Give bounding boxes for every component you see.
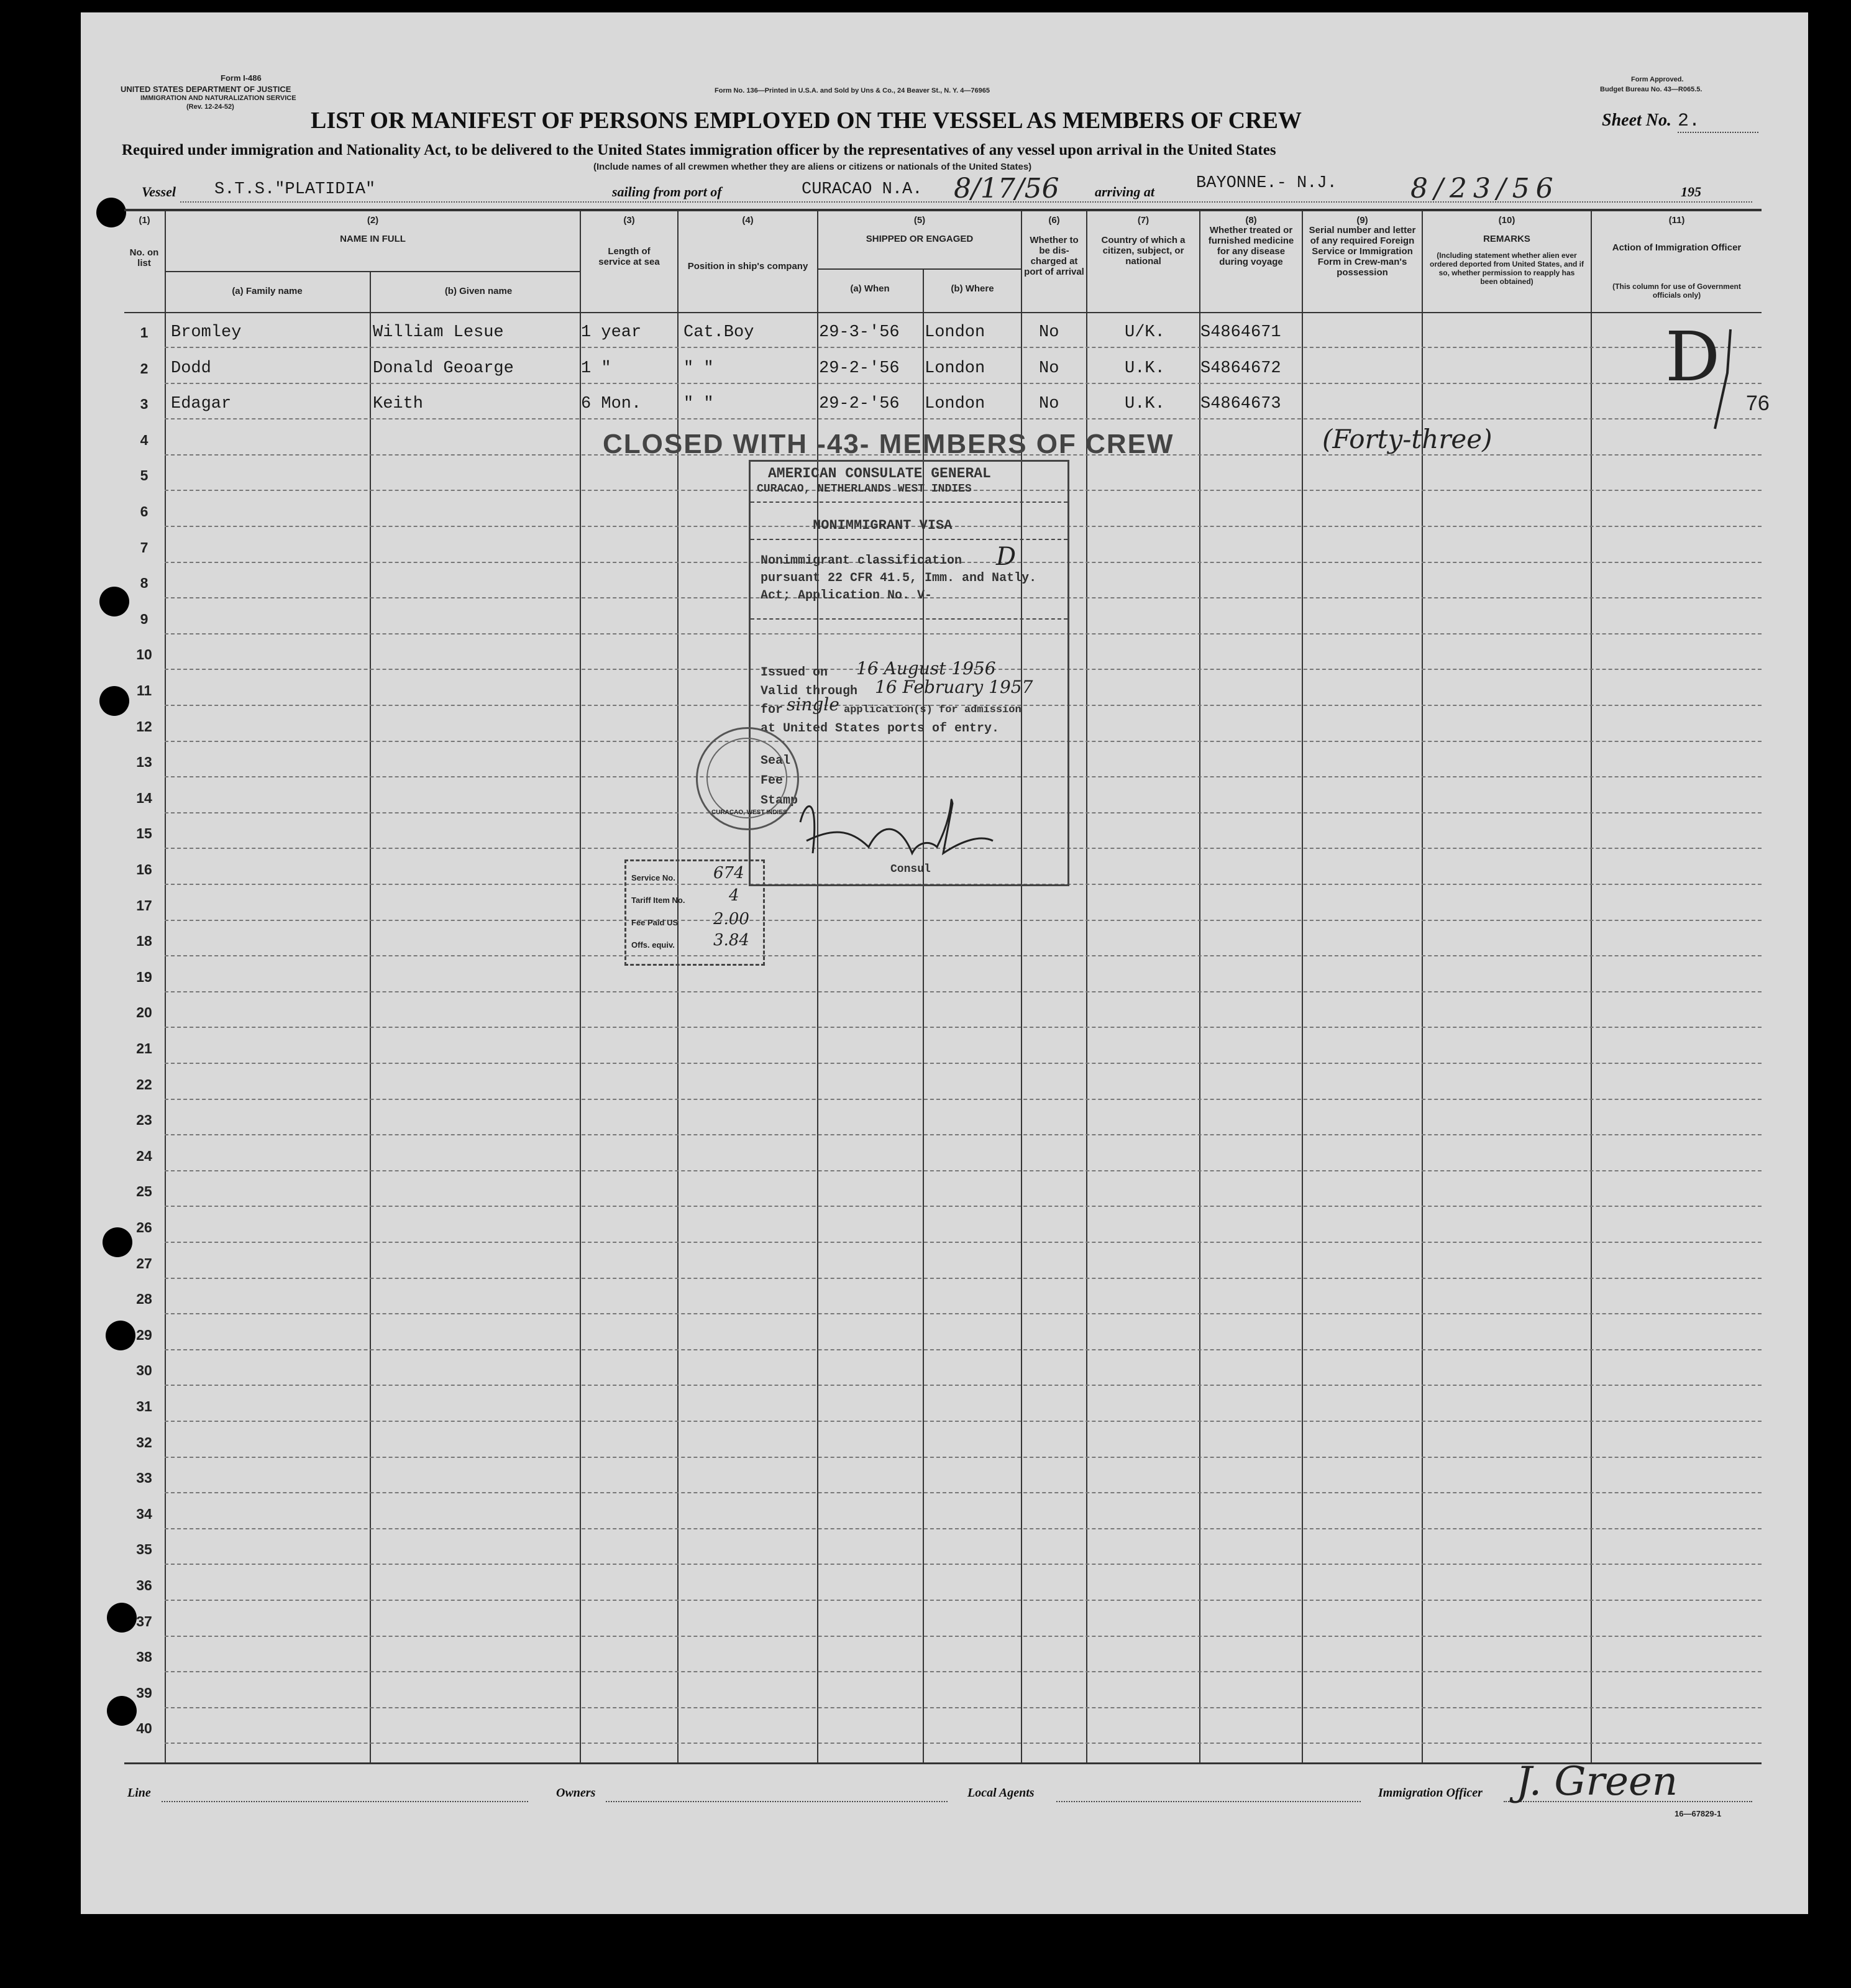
visa-location: CURACAO, NETHERLANDS WEST INDIES	[757, 483, 972, 495]
row-rule	[165, 418, 1762, 419]
punch-hole	[99, 686, 129, 716]
visa-issued-value: 16 August 1956	[856, 658, 996, 679]
fee-stamp	[624, 859, 765, 966]
row-rule	[165, 1385, 1762, 1386]
crew-where: London	[925, 395, 985, 414]
visa-classification-value: D	[996, 543, 1017, 571]
row-number: 22	[136, 1076, 152, 1092]
col-name-in-full: NAME IN FULL	[340, 234, 406, 244]
crew-discharge: No	[1039, 323, 1059, 342]
col10-number: (10)	[1498, 215, 1515, 226]
budget-bureau: Budget Bureau No. 43—R065.5.	[1600, 86, 1702, 93]
sheet-number: 2.	[1678, 111, 1701, 132]
visa-type: NONIMMIGRANT VISA	[813, 518, 953, 533]
crew-discharge: No	[1039, 359, 1059, 378]
row-rule	[165, 347, 1762, 348]
footer-line-label: Line	[127, 1786, 151, 1800]
crew-discharge: No	[1039, 395, 1059, 414]
row-rule	[165, 1349, 1762, 1350]
visa-consulate: AMERICAN CONSULATE GENERAL	[768, 465, 991, 482]
row-number: 4	[140, 431, 149, 448]
col11-number: (11)	[1668, 215, 1685, 226]
crew-when: 29-2-'56	[819, 395, 900, 414]
margin-number: 76	[1746, 392, 1770, 415]
visa-stamp	[749, 460, 1069, 886]
row-rule	[165, 1492, 1762, 1493]
row-number: 35	[136, 1541, 152, 1558]
fee-offs-value: 3.84	[713, 931, 749, 950]
row-number: 37	[136, 1613, 152, 1629]
col6-number: (6)	[1048, 215, 1060, 226]
row-rule	[165, 1027, 1762, 1028]
row-rule	[165, 383, 1762, 384]
printer-note: Form No. 136—Printed in U.S.A. and Sold by Uns & Co., 24 Beaver St., N. Y. 4—76965	[715, 87, 990, 94]
crew-family: Bromley	[171, 323, 242, 342]
officer-check-mark	[1671, 317, 1746, 441]
row-number: 16	[136, 861, 152, 877]
officer-mark: D	[1665, 317, 1721, 396]
crew-service: 1 year	[581, 323, 642, 342]
row-number: 1	[140, 324, 149, 341]
row-number: 26	[136, 1219, 152, 1235]
col-where: (b) Where	[951, 283, 994, 294]
fee-tariff-label: Tariff Item No.	[631, 896, 685, 905]
officer-signature: J. Green	[1516, 1759, 1678, 1805]
row-rule	[165, 1099, 1762, 1100]
row-rule	[165, 1313, 1762, 1314]
arriving-label: arriving at	[1095, 184, 1154, 199]
form-subtitle: Required under immigration and Nationality Act, to be delivered to the United States immigration officer by the representatives of any vessel upon arrival in the United States	[122, 142, 1276, 158]
closed-handwritten: (Forty-three)	[1322, 424, 1492, 454]
crew-position: " "	[683, 395, 714, 414]
crew-service: 6 Mon.	[581, 395, 642, 414]
row-number: 19	[136, 968, 152, 985]
col-shipped-engaged: SHIPPED OR ENGAGED	[866, 234, 974, 244]
manifest-sheet	[81, 12, 1808, 1914]
row-number: 15	[136, 825, 152, 842]
visa-for-value: single	[787, 694, 839, 715]
row-number: 30	[136, 1362, 152, 1379]
crew-country: U/K.	[1125, 323, 1165, 342]
row-number: 40	[136, 1720, 152, 1737]
crew-where: London	[925, 323, 985, 342]
department: UNITED STATES DEPARTMENT OF JUSTICE	[121, 85, 291, 94]
fee-offs-label: Offs. equiv.	[631, 940, 675, 950]
fee-service-value: 674	[713, 864, 744, 882]
sheet-label: Sheet No.	[1602, 111, 1671, 130]
arriving-date: 8/23/56	[1410, 173, 1560, 204]
row-number: 12	[136, 718, 152, 735]
revision: (Rev. 12-24-52)	[186, 103, 234, 111]
col1-number: (1)	[139, 215, 150, 226]
row-number: 18	[136, 933, 152, 950]
col8-number: (8)	[1245, 215, 1257, 226]
row-number: 2	[140, 360, 149, 377]
sailing-label: sailing from port of	[612, 184, 722, 199]
sailing-date: 8/17/56	[954, 173, 1059, 204]
row-rule	[165, 1134, 1762, 1135]
row-number: 14	[136, 789, 152, 806]
row-number: 21	[136, 1040, 152, 1056]
row-number: 27	[136, 1255, 152, 1271]
visa-ports: at United States ports of entry.	[761, 721, 1000, 736]
visa-seal: Seal	[761, 754, 791, 768]
row-number: 10	[136, 646, 152, 663]
row-rule	[165, 1242, 1762, 1243]
fee-service-label: Service No.	[631, 873, 675, 882]
col-no-on-list: No. on list	[129, 247, 159, 268]
vessel-label: Vessel	[142, 184, 176, 199]
fee-paid-label: Fee Paid US	[631, 918, 679, 927]
row-rule	[165, 1457, 1762, 1458]
row-number: 11	[136, 682, 152, 699]
col-remarks-note: (Including statement whether alien ever ordered deported from United States, and if so, whether permission to reapply has been obtained)	[1429, 251, 1584, 286]
visa-for-label: for	[761, 703, 784, 717]
fee-paid-value: 2.00	[713, 910, 749, 928]
visa-classification-label: Nonimmigrant classification	[761, 554, 962, 568]
col2-number: (2)	[367, 215, 379, 226]
row-rule	[165, 991, 1762, 992]
row-number: 6	[140, 503, 149, 520]
col-family-name: (a) Family name	[232, 286, 303, 296]
col-medicine: Whether treated or furnished medicine for any disease during voyage	[1208, 225, 1294, 267]
row-number: 17	[136, 897, 152, 914]
row-number: 28	[136, 1291, 152, 1308]
form-title: LIST OR MANIFEST OF PERSONS EMPLOYED ON THE VESSEL AS MEMBERS OF CREW	[311, 108, 1302, 134]
crew-when: 29-2-'56	[819, 359, 900, 378]
footer-owners-label: Owners	[556, 1786, 596, 1800]
crew-position: " "	[683, 359, 714, 378]
col-serial-number: Serial number and letter of any required Foreign Service or Immigration Form in Crew-man's possession	[1309, 225, 1416, 278]
crew-country: U.K.	[1125, 359, 1165, 378]
row-rule	[165, 920, 1762, 921]
row-rule	[165, 1636, 1762, 1637]
row-number: 38	[136, 1649, 152, 1665]
seal-text: CURACAO, WEST INDIES	[711, 809, 787, 816]
crew-family: Edagar	[171, 395, 232, 414]
row-number: 13	[136, 754, 152, 771]
col-remarks: REMARKS	[1483, 234, 1530, 244]
form-id: Form I-486	[221, 73, 262, 83]
col3-number: (3)	[623, 215, 635, 226]
col-officer-note: (This column for use of Government officials only)	[1612, 282, 1741, 300]
visa-consul-label: Consul	[890, 863, 931, 876]
col-when: (a) When	[850, 283, 890, 294]
row-number: 5	[140, 467, 149, 484]
col5-number: (5)	[913, 215, 926, 226]
crew-medicine: S4864673	[1200, 395, 1281, 414]
visa-stamp-label: Stamp	[761, 794, 798, 808]
row-rule	[165, 1528, 1762, 1529]
row-number: 32	[136, 1434, 152, 1450]
row-rule	[165, 1170, 1762, 1171]
consul-signature	[794, 785, 999, 866]
punch-hole	[96, 198, 126, 227]
punch-hole	[99, 587, 129, 616]
year-label: 195	[1681, 184, 1701, 199]
row-rule	[165, 1206, 1762, 1207]
visa-pursuant: pursuant 22 CFR 41.5, Imm. and Natly.	[761, 571, 1037, 585]
arriving-port: BAYONNE.- N.J.	[1196, 174, 1337, 193]
col-length-service: Length of service at sea	[598, 246, 660, 267]
row-number: 33	[136, 1470, 152, 1486]
approval-line: Form Approved.	[1631, 76, 1684, 83]
col4-number: (4)	[742, 215, 754, 226]
crew-when: 29-3-'56	[819, 323, 900, 342]
crew-where: London	[925, 359, 985, 378]
col-country: Country of which a citizen, subject, or national	[1101, 235, 1186, 267]
fee-tariff-value: 4	[729, 886, 739, 905]
col-given-name: (b) Given name	[444, 286, 513, 296]
crew-given: Donald Geoarge	[373, 359, 514, 378]
row-number: 39	[136, 1684, 152, 1701]
row-rule	[165, 1707, 1762, 1708]
visa-for-rest: application(s) for admission	[844, 704, 1021, 716]
crew-given: Keith	[373, 395, 424, 414]
row-number: 34	[136, 1505, 152, 1522]
row-number: 24	[136, 1147, 152, 1164]
footer-form-code: 16—67829-1	[1675, 1809, 1722, 1818]
row-number: 8	[140, 575, 149, 592]
col-officer-action: Action of Immigration Officer	[1612, 242, 1742, 253]
consular-seal	[696, 727, 799, 830]
row-rule	[165, 1063, 1762, 1064]
row-number: 36	[136, 1577, 152, 1593]
crew-medicine: S4864671	[1200, 323, 1281, 342]
footer-officer-label: Immigration Officer	[1378, 1786, 1483, 1800]
visa-valid-label: Valid through	[761, 684, 858, 699]
row-rule	[165, 1564, 1762, 1565]
row-rule	[165, 955, 1762, 956]
row-number: 20	[136, 1004, 152, 1021]
row-rule	[165, 1671, 1762, 1672]
row-number: 23	[136, 1112, 152, 1129]
row-number: 3	[140, 396, 149, 413]
row-rule	[165, 1743, 1762, 1744]
row-rule	[165, 1278, 1762, 1279]
row-number: 7	[140, 539, 149, 556]
col9-number: (9)	[1356, 215, 1368, 226]
visa-act: Act; Application No. V-	[761, 589, 933, 603]
crew-position: Cat.Boy	[683, 323, 754, 342]
visa-valid-value: 16 February 1957	[875, 677, 1033, 697]
crew-family: Dodd	[171, 359, 211, 378]
closed-stamp: CLOSED WITH -43- MEMBERS OF CREW	[603, 429, 1174, 459]
crew-medicine: S4864672	[1200, 359, 1281, 378]
row-number: 9	[140, 610, 149, 627]
sailing-port: CURACAO N.A.	[802, 180, 923, 199]
footer-agents-label: Local Agents	[967, 1786, 1035, 1800]
row-rule	[165, 1421, 1762, 1422]
row-number: 29	[136, 1326, 152, 1343]
col7-number: (7)	[1137, 215, 1149, 226]
col-discharged: Whether to be dis-charged at port of arrival	[1024, 235, 1084, 277]
row-rule	[165, 1600, 1762, 1601]
row-number: 25	[136, 1183, 152, 1200]
crew-service: 1 "	[581, 359, 611, 378]
col-position: Position in ship's company	[687, 261, 808, 272]
row-number: 31	[136, 1398, 152, 1414]
vessel-name: S.T.S."PLATIDIA"	[214, 180, 376, 199]
crew-given: William Lesue	[373, 323, 504, 342]
service: IMMIGRATION AND NATURALIZATION SERVICE	[140, 94, 296, 102]
visa-fee: Fee	[761, 774, 784, 788]
form-instructions: (Include names of all crewmen whether they are aliens or citizens or nationals of the United States)	[593, 162, 1032, 172]
crew-country: U.K.	[1125, 395, 1165, 414]
visa-issued-label: Issued on	[761, 666, 828, 680]
